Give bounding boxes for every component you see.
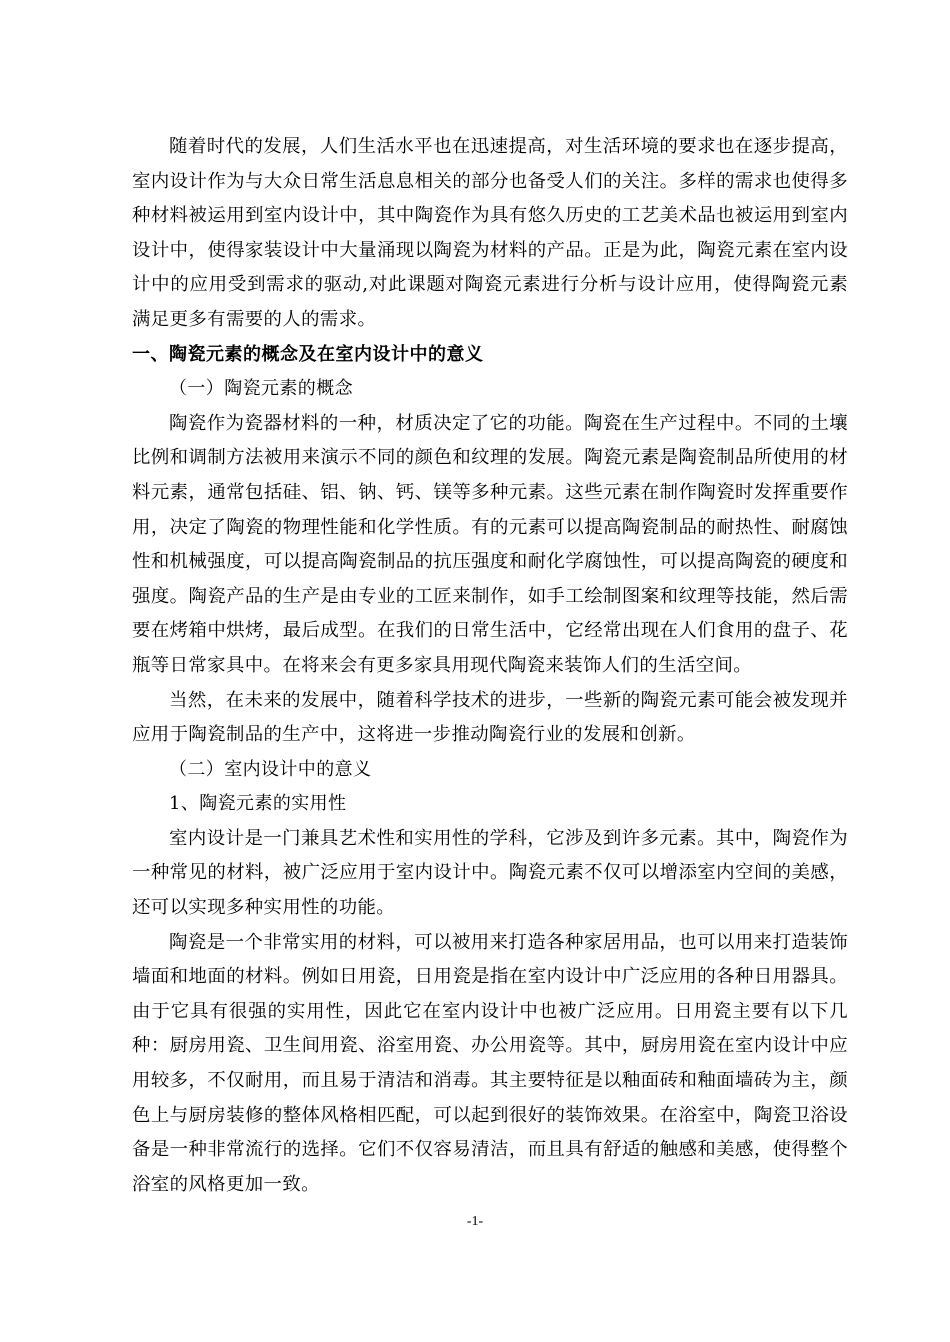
subsection-heading-significance: （二）室内设计中的意义 (169, 758, 372, 780)
item-heading-practicality: 1、陶瓷元素的实用性 (169, 793, 347, 815)
daily-ceramics-paragraph: 陶瓷是一个非常实用的材料，可以被用来打造各种家居用品，也可以用来打造装饰墙面和地面的材料。例如日用瓷，日用瓷是指在室内设计中广泛应用的各种日用器具。由于它具有很强的实用性，因此它在室内设计中也被广泛应用。日用瓷主要有以下几种：厨房用瓷、卫生间用瓷、浴室用瓷、办公用瓷等。其中，厨房用瓷在室内设计中应用较多，不仅耐用，而且易于清洁和消毒。其主要特征是以釉面砖和釉面墙砖为主，颜色上与厨房装修的整体风格相匹配，可以起到很好的装饰效果。在浴室中，陶瓷卫浴设备是一种非常流行的选择。它们不仅容易清洁，而且具有舒适的触感和美感，使得整个浴室的风格更加一致。 (132, 931, 848, 1195)
document-body (132, 130, 848, 1202)
page-number: -1- (466, 1214, 484, 1229)
future-paragraph: 当然，在未来的发展中，随着科学技术的进步，一些新的陶瓷元素可能会被发现并应用于陶瓷制品的生产中，这将进一步推动陶瓷行业的发展和创新。 (132, 689, 848, 746)
section-heading-1: 一、陶瓷元素的概念及在室内设计中的意义 (132, 343, 484, 365)
subsection-heading-concept: （一）陶瓷元素的概念 (169, 378, 353, 400)
intro-paragraph: 随着时代的发展，人们生活水平也在迅速提高，对生活环境的要求也在逐步提高，室内设计作为与大众日常生活息息相关的部分也备受人们的关注。多样的需求也使得多种材料被运用到室内设计中，其中陶瓷作为具有悠久历史的工艺美术品也被运用到室内设计中，使得家装设计中大量涌现以陶瓷为材料的产品。正是为此，陶瓷元素在室内设计中的应用受到需求的驱动,对此课题对陶瓷元素进行分析与设计应用，使得陶瓷元素满足更多有需要的人的需求。 (132, 136, 848, 330)
practicality-paragraph: 室内设计是一门兼具艺术性和实用性的学科，它涉及到许多元素。其中，陶瓷作为一种常见的材料，被广泛应用于室内设计中。陶瓷元素不仅可以增添室内空间的美感，还可以实现多种实用性的功能。 (132, 827, 848, 919)
concept-paragraph: 陶瓷作为瓷器材料的一种，材质决定了它的功能。陶瓷在生产过程中。不同的土壤比例和调制方法被用来演示不同的颜色和纹理的发展。陶瓷元素是陶瓷制品所使用的材料元素，通常包括硅、铝、钠、钙、镁等多种元素。这些元素在制作陶瓷时发挥重要作用，决定了陶瓷的物理性能和化学性质。有的元素可以提高陶瓷制品的耐热性、耐腐蚀性和机械强度，可以提高陶瓷制品的抗压强度和耐化学腐蚀性，可以提高陶瓷的硬度和强度。陶瓷产品的生产是由专业的工匠来制作，如手工绘制图案和纹理等技能，然后需要在烤箱中烘烤，最后成型。在我们的日常生活中，它经常出现在人们食用的盘子、花瓶等日常家具中。在将来会有更多家具用现代陶瓷来装饰人们的生活空间。 (132, 412, 848, 676)
